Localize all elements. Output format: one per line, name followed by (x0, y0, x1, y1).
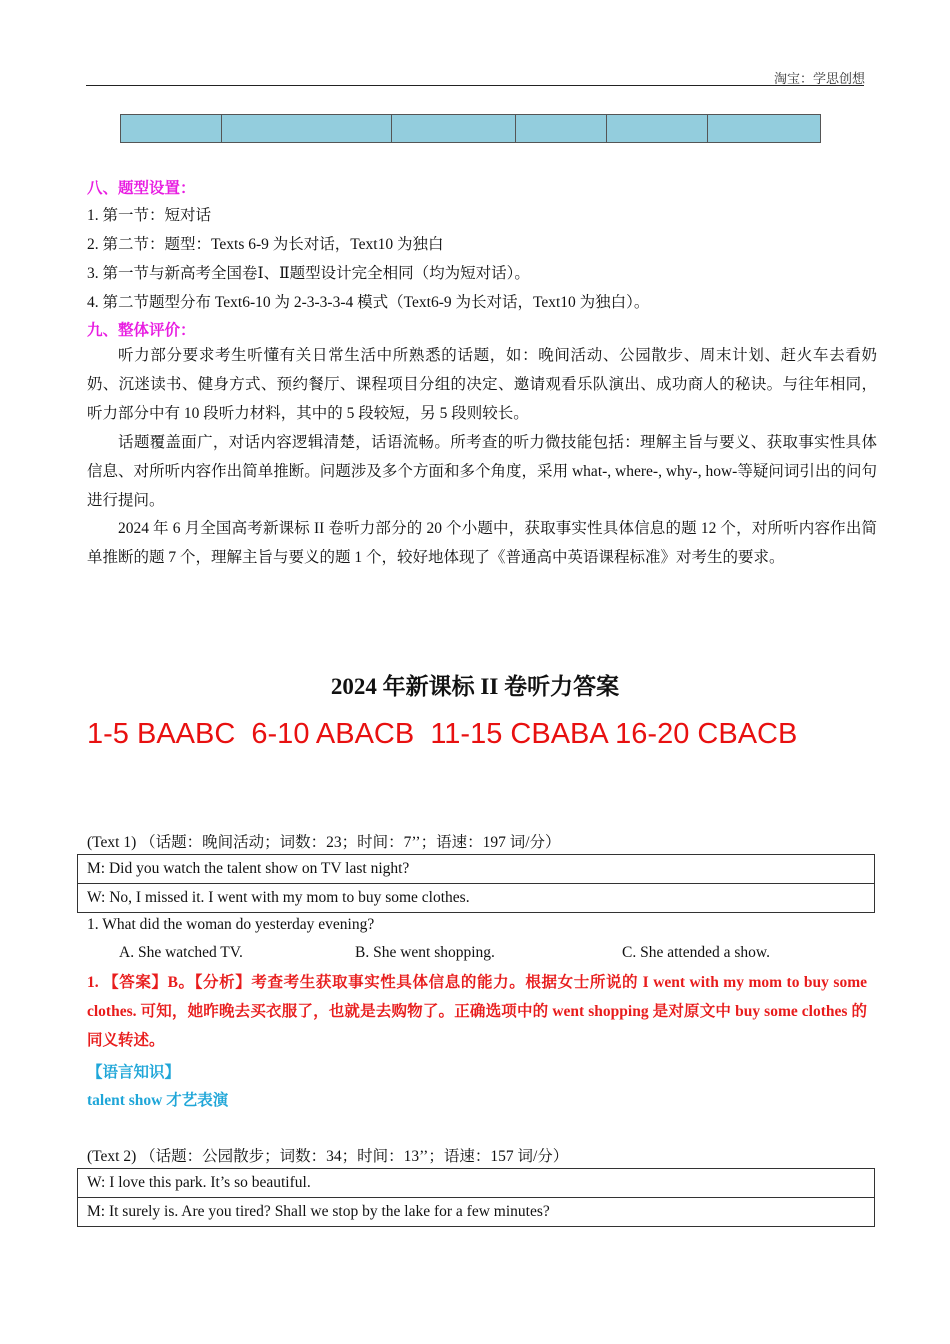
option-a: A. She watched TV. (119, 944, 243, 961)
dialogue-line: M: It surely is. Are you tired? Shall we stop by the lake for a few minutes? (78, 1197, 874, 1226)
section8-title: 八、题型设置： (87, 179, 196, 197)
knowledge-title: 【语言知识】 (87, 1064, 181, 1081)
text1-heading: (Text 1) （话题：晚间活动；词数：23；时间：7’’；语速：197 词/分） (87, 834, 561, 851)
option-c: C. She attended a show. (622, 944, 770, 961)
text1-dialogue-box (77, 854, 875, 913)
dialogue-line: M: Did you watch the talent show on TV last night? (87, 860, 410, 877)
header-shop-label: 淘宝：学思创想 (773, 71, 865, 86)
text1-analysis: 1. 【答案】B。【分析】考查考生获取事实性具体信息的能力。根据女士所说的 I went with my mom to buy some clothes. 可知，她昨晚去买衣服了，也就是去购物了。正确选项中的 went shopping 是对原文中 buy some clothes 的同义转述。 (87, 974, 867, 1049)
dialogue-line: W: I love this park. It’s so beautiful. (87, 1174, 311, 1191)
section9-title: 九、整体评价： (87, 321, 196, 339)
section8-item-1: 1. 第一节：短对话 (87, 207, 212, 224)
table-cell (607, 115, 708, 143)
section8-item-2: 2. 第二节：题型：Texts 6-9 为长对话，Text10 为独白 (87, 236, 444, 253)
knowledge-item: talent show 才艺表演 (87, 1092, 229, 1109)
table-cell (121, 115, 222, 143)
section9-paragraph-1: 听力部分要求考生听懂有关日常生活中所熟悉的话题，如：晚间活动、公园散步、周末计划、赶火车去看奶奶、沉迷读书、健身方式、预约餐厅、课程项目分组的决定、邀请观看乐队演出、成功商人的秘诀。与往年相同，听力部分中有 10 段听力材料，其中的 5 段较短，另 5 段则较长。 (87, 347, 877, 422)
option-b: B. She went shopping. (355, 944, 495, 961)
table-cell (516, 115, 607, 143)
section9-paragraph-3: 2024 年 6 月全国高考新课标 II 卷听力部分的 20 个小题中，获取事实性具体信息的题 12 个，对所听内容作出简单推断的题 7 个，理解主旨与要义的题 1 个，较好地体现了《普通高中英语课程标准》对考生的要求。 (87, 520, 877, 566)
dialogue-line: W: No, I missed it. I went with my mom to buy some clothes. (78, 883, 874, 912)
text2-dialogue-box (77, 1168, 875, 1227)
text2-heading: (Text 2) （话题：公园散步；词数：34；时间：13’’；语速：157 词/分） (87, 1148, 569, 1165)
text1-question: 1. What did the woman do yesterday evening? (87, 916, 375, 933)
table-cell (708, 115, 821, 143)
section8-item-3: 3. 第一节与新高考全国卷Ⅰ、Ⅱ题型设计完全相同（均为短对话）。 (87, 265, 530, 282)
table-cell (222, 115, 392, 143)
table-cell (392, 115, 516, 143)
colored-table-row (120, 114, 821, 143)
section9-paragraph-2: 话题覆盖面广，对话内容逻辑清楚，话语流畅。所考查的听力微技能包括：理解主旨与要义、获取事实性具体信息、对所听内容作出简单推断。问题涉及多个方面和多个角度，采用 what-, where-, why-, how-等疑问词引出的问句进行提问。 (87, 434, 877, 509)
answers-title: 2024 年新课标 II 卷听力答案 (330, 674, 620, 699)
section8-item-4: 4. 第二节题型分布 Text6-10 为 2-3-3-3-4 模式（Text6-9 为长对话，Text10 为独白）。 (87, 294, 650, 311)
header-divider (86, 85, 864, 86)
answers-key: 1-5 BAABC 6-10 ABACB 11-15 CBABA 16-20 CBACB (87, 718, 798, 750)
